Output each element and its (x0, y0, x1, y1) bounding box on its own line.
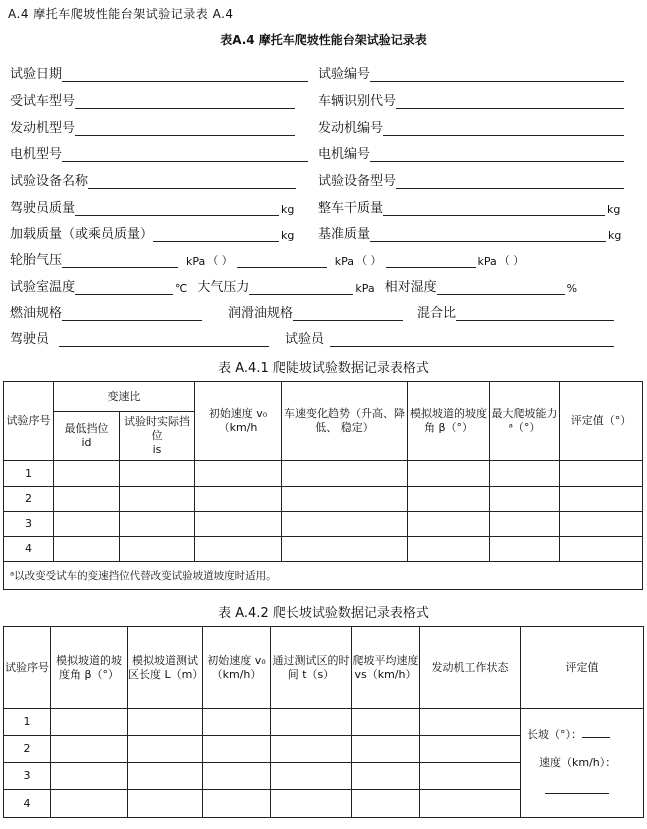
section-header: A.4 摩托车爬坡性能台架试验记录表 A.4 (8, 7, 234, 21)
table-row: 2 (4, 487, 643, 512)
kg-unit: kg (607, 203, 621, 216)
engine-model-label: 发动机型号 (10, 121, 76, 136)
paren-blank: （ ） (207, 254, 233, 267)
kg-unit: kg (281, 229, 295, 242)
humidity-label: 相对湿度 (384, 280, 437, 295)
driver-mass-field[interactable] (10, 196, 294, 216)
table2-caption: 表 A.4.2 爬长坡试验数据记录表格式 (218, 606, 429, 621)
col-angle-header: 模拟坡道的坡度角 β（°） (408, 382, 490, 461)
col-gear-header: 变速比 (54, 382, 195, 412)
engine-no-label: 发动机编号 (318, 121, 384, 136)
kpa-unit: kPa (186, 255, 206, 268)
steep-slope-table (3, 381, 643, 562)
table1-caption: 表 A.4.1 爬陡坡试验数据记录表格式 (218, 361, 429, 376)
oil-field[interactable] (10, 301, 614, 321)
eval-speed-label: 速度（km/h）： (539, 756, 617, 769)
tire-pressure-field[interactable] (10, 248, 524, 268)
col-angle-header: 模拟坡道的坡度角 β（°） (51, 627, 128, 709)
test-date-field[interactable] (10, 62, 308, 82)
table-row: 3 (4, 512, 643, 537)
kg-unit: kg (608, 229, 622, 242)
env-field[interactable] (10, 275, 577, 295)
lube-label: 润滑油规格 (228, 306, 294, 321)
driver-label: 驾驶员 (10, 332, 50, 347)
eval-long-label: 长坡（°）： (527, 728, 582, 741)
tester-label: 试验员 (285, 332, 325, 347)
col-speed-header: 初始速度 v₀（km/h (195, 382, 282, 461)
test-no-field[interactable] (318, 62, 624, 82)
load-mass-field[interactable] (10, 222, 294, 242)
col-eval-header: 评定值 (521, 627, 644, 709)
kg-unit: kg (281, 203, 295, 216)
curb-mass-label: 整车干质量 (318, 201, 384, 216)
table-row: 4 (4, 537, 643, 562)
col-seq-header: 试验序号 (4, 627, 51, 709)
atm-pressure-label: 大气压力 (197, 280, 250, 295)
long-slope-table (3, 626, 644, 818)
motor-model-label: 电机型号 (10, 147, 63, 162)
eval-speed-field[interactable] (527, 749, 643, 777)
vehicle-model-label: 受试车型号 (10, 94, 76, 109)
kpa-unit: kPa (477, 255, 497, 268)
ref-mass-label: 基准质量 (318, 227, 371, 242)
ref-mass-field[interactable] (318, 222, 621, 242)
eval-cell[interactable] (521, 709, 644, 818)
col-eval-header: 评定值（°） (560, 382, 643, 461)
motor-model-field[interactable] (10, 142, 308, 162)
tire-pressure-label: 轮胎气压 (10, 253, 63, 268)
equip-model-field[interactable] (318, 169, 624, 189)
table-row: 4 (4, 790, 644, 818)
col-engine-header: 发动机工作状态 (420, 627, 521, 709)
col-seq-header: 试验序号 (4, 382, 54, 461)
equip-name-label: 试验设备名称 (10, 174, 89, 189)
equip-name-field[interactable] (10, 169, 296, 189)
vehicle-model-field[interactable] (10, 89, 295, 109)
driver-mass-label: 驾驶员质量 (10, 201, 76, 216)
curb-mass-field[interactable] (318, 196, 620, 216)
paren-blank: （ ） (498, 254, 525, 267)
load-mass-label: 加载质量（或乘员质量） (10, 227, 154, 242)
motor-no-label: 电机编号 (318, 147, 371, 162)
col-length-header: 模拟坡道测试区长度 L（m） (128, 627, 203, 709)
kpa-unit: kPa (355, 282, 375, 295)
col-speed-header: 初始速度 v₀（km/h） (203, 627, 271, 709)
engine-no-field[interactable] (318, 116, 624, 136)
table-row: 3 (4, 763, 644, 790)
vin-label: 车辆识别代号 (318, 94, 397, 109)
paren-blank: （ ） (356, 254, 382, 267)
test-no-label: 试验编号 (318, 67, 371, 82)
col-gear-actual-header: 试验时实际挡位 is (120, 412, 195, 461)
table-row: 2 (4, 736, 644, 763)
mix-label: 混合比 (417, 306, 457, 321)
fuel-label: 燃油规格 (10, 306, 63, 321)
equip-model-label: 试验设备型号 (318, 174, 397, 189)
table-row: 1 (4, 461, 643, 487)
personnel-field[interactable] (10, 327, 614, 347)
eval-long-field[interactable] (527, 721, 643, 749)
col-trend-header: 车速变化趋势（升高、降低、 稳定） (282, 382, 408, 461)
room-temp-label: 试验室温度 (10, 280, 76, 295)
form-title: 表A.4 摩托车爬坡性能台架试验记录表 (220, 33, 427, 47)
celsius-unit: ℃ (175, 282, 188, 295)
percent-unit: % (566, 282, 578, 295)
engine-model-field[interactable] (10, 116, 295, 136)
motor-no-field[interactable] (318, 142, 624, 162)
vin-field[interactable] (318, 89, 624, 109)
test-date-label: 试验日期 (10, 67, 63, 82)
table-row: 1 长坡（°）： 速度（km/h）： (4, 709, 644, 736)
table1-footnote: ᵃ以改变受试车的变速挡位代替改变试验坡道坡度时适用。 (3, 562, 643, 590)
kpa-unit: kPa (334, 255, 355, 268)
col-gear-low-header: 最低挡位 id (54, 412, 120, 461)
col-time-header: 通过测试区的时间 t（s） (271, 627, 352, 709)
col-max-header: 最大爬坡能力ᵃ（°） (490, 382, 560, 461)
col-avg-header: 爬坡平均速度 vs（km/h） (352, 627, 420, 709)
